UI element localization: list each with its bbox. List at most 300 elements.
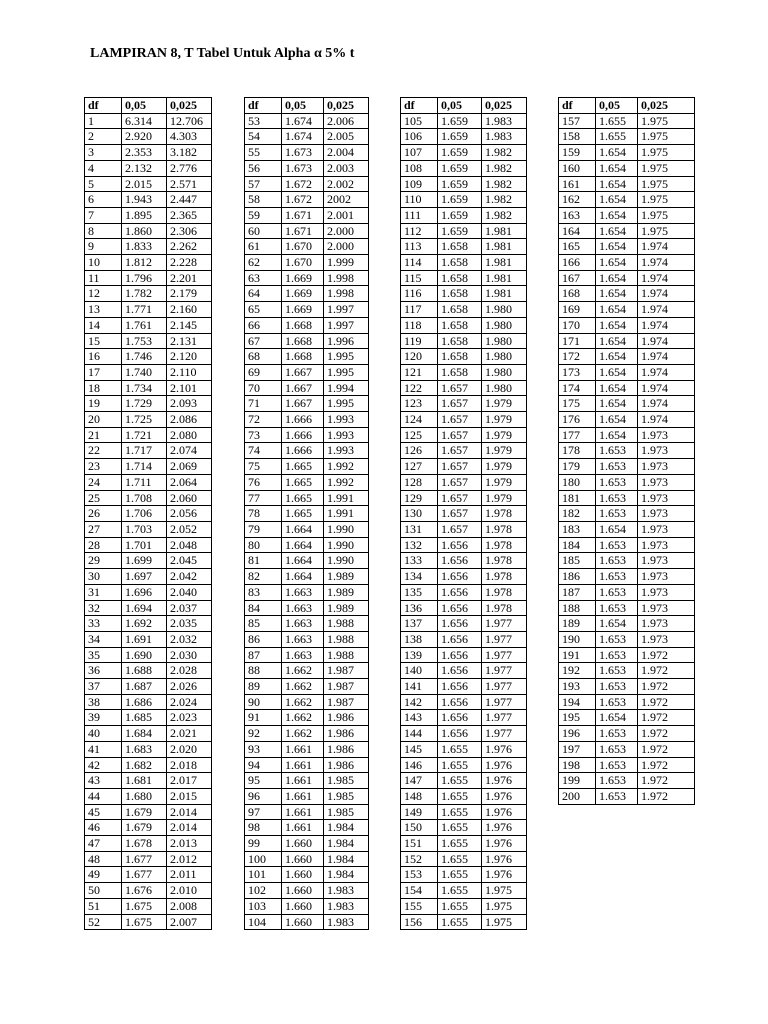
alpha-0025-cell: 1.977: [482, 694, 527, 710]
df-cell: 91: [245, 710, 282, 726]
alpha-0025-cell: 2.003: [324, 160, 369, 176]
alpha-005-cell: 1.729: [122, 396, 167, 412]
alpha-0025-cell: 1.994: [324, 380, 369, 396]
df-cell: 27: [85, 521, 122, 537]
alpha-0025-cell: 2.040: [167, 584, 212, 600]
table-row: [559, 663, 695, 679]
alpha-005-cell: 1.686: [122, 694, 167, 710]
alpha-005-cell: 1.661: [282, 757, 324, 773]
table-row: [559, 349, 695, 365]
alpha-0025-cell: 1.979: [482, 396, 527, 412]
alpha-005-cell: 1.654: [596, 396, 638, 412]
alpha-0025-cell: 2.306: [167, 223, 212, 239]
alpha-005-cell: 1.655: [438, 773, 482, 789]
alpha-005-cell: 1.658: [438, 302, 482, 318]
table-row: [401, 302, 527, 318]
alpha-005-cell: 1.692: [122, 616, 167, 632]
df-cell: 19: [85, 396, 122, 412]
alpha-0025-cell: 2.032: [167, 631, 212, 647]
alpha-005-cell: 1.667: [282, 380, 324, 396]
alpha-0025-cell: 1.975: [482, 883, 527, 899]
header-df: df: [401, 98, 438, 114]
df-cell: 1: [85, 113, 122, 129]
table-header-row: [401, 98, 527, 114]
table-row: [401, 773, 527, 789]
alpha-0025-cell: 1.980: [482, 364, 527, 380]
df-cell: 38: [85, 694, 122, 710]
table-row: [401, 333, 527, 349]
alpha-0025-cell: 1.977: [482, 647, 527, 663]
alpha-005-cell: 1.662: [282, 663, 324, 679]
alpha-005-cell: 1.654: [596, 145, 638, 161]
alpha-005-cell: 1.714: [122, 459, 167, 475]
alpha-005-cell: 1.654: [596, 270, 638, 286]
alpha-0025-cell: 1.978: [482, 521, 527, 537]
table-row: [85, 239, 212, 255]
table-row: [401, 364, 527, 380]
alpha-005-cell: 1.654: [596, 317, 638, 333]
table-row: [559, 239, 695, 255]
alpha-0025-cell: 1.975: [638, 207, 695, 223]
table-row: [245, 459, 369, 475]
table-row: [245, 412, 369, 428]
alpha-005-cell: 1.653: [596, 474, 638, 490]
table-row: [85, 506, 212, 522]
alpha-0025-cell: 2.048: [167, 537, 212, 553]
alpha-0025-cell: 2.006: [324, 113, 369, 129]
alpha-005-cell: 1.653: [596, 506, 638, 522]
df-cell: 110: [401, 192, 438, 208]
alpha-0025-cell: 1.978: [482, 553, 527, 569]
df-cell: 199: [559, 773, 596, 789]
alpha-005-cell: 1.653: [596, 726, 638, 742]
table-row: [85, 553, 212, 569]
df-cell: 45: [85, 804, 122, 820]
alpha-005-cell: 1.664: [282, 553, 324, 569]
alpha-0025-cell: 1.982: [482, 145, 527, 161]
table-row: [85, 757, 212, 773]
alpha-0025-cell: 2.086: [167, 412, 212, 428]
df-cell: 167: [559, 270, 596, 286]
alpha-0025-cell: 1.990: [324, 537, 369, 553]
alpha-0025-cell: 1.982: [482, 160, 527, 176]
page-title: LAMPIRAN 8, T Tabel Untuk Alpha α 5% t: [90, 46, 355, 61]
table-row: [245, 396, 369, 412]
table-row: [559, 427, 695, 443]
alpha-0025-cell: 1.972: [638, 773, 695, 789]
alpha-0025-cell: 1.980: [482, 302, 527, 318]
alpha-0025-cell: 1.972: [638, 710, 695, 726]
table-row: [85, 270, 212, 286]
table-row: [85, 600, 212, 616]
table-row: [85, 317, 212, 333]
table-row: [85, 192, 212, 208]
alpha-0025-cell: 2.110: [167, 364, 212, 380]
table-row: [85, 537, 212, 553]
df-cell: 26: [85, 506, 122, 522]
alpha-0025-cell: 1.983: [482, 113, 527, 129]
alpha-0025-cell: 4.303: [167, 129, 212, 145]
alpha-005-cell: 1.659: [438, 223, 482, 239]
alpha-005-cell: 1.659: [438, 160, 482, 176]
header-df: df: [559, 98, 596, 114]
df-cell: 58: [245, 192, 282, 208]
df-cell: 151: [401, 836, 438, 852]
alpha-005-cell: 1.660: [282, 851, 324, 867]
table-row: [245, 836, 369, 852]
alpha-0025-cell: 1.986: [324, 710, 369, 726]
df-cell: 2: [85, 129, 122, 145]
df-cell: 135: [401, 584, 438, 600]
alpha-0025-cell: 1.991: [324, 506, 369, 522]
alpha-005-cell: 1.694: [122, 600, 167, 616]
alpha-005-cell: 1.697: [122, 569, 167, 585]
df-cell: 36: [85, 663, 122, 679]
alpha-005-cell: 1.656: [438, 726, 482, 742]
df-cell: 74: [245, 443, 282, 459]
alpha-005-cell: 1.657: [438, 459, 482, 475]
table-row: [245, 569, 369, 585]
table-row: [245, 804, 369, 820]
df-cell: 178: [559, 443, 596, 459]
alpha-0025-cell: 1.993: [324, 443, 369, 459]
alpha-005-cell: 1.653: [596, 490, 638, 506]
alpha-0025-cell: 1.987: [324, 663, 369, 679]
alpha-005-cell: 1.663: [282, 631, 324, 647]
table-row: [245, 914, 369, 930]
table-row: [559, 569, 695, 585]
table-row: [401, 459, 527, 475]
df-cell: 114: [401, 255, 438, 271]
alpha-005-cell: 1.654: [596, 192, 638, 208]
df-cell: 193: [559, 679, 596, 695]
table-row: [401, 616, 527, 632]
alpha-005-cell: 1.657: [438, 427, 482, 443]
alpha-0025-cell: 1.979: [482, 427, 527, 443]
alpha-005-cell: 1.658: [438, 349, 482, 365]
alpha-005-cell: 1.653: [596, 600, 638, 616]
table-row: [245, 160, 369, 176]
alpha-0025-cell: 2.023: [167, 710, 212, 726]
table-row: [85, 474, 212, 490]
df-cell: 173: [559, 364, 596, 380]
alpha-0025-cell: 1.972: [638, 647, 695, 663]
alpha-0025-cell: 1.990: [324, 553, 369, 569]
table-row: [245, 302, 369, 318]
df-cell: 23: [85, 459, 122, 475]
df-cell: 127: [401, 459, 438, 475]
alpha-0025-cell: 1.976: [482, 788, 527, 804]
alpha-005-cell: 1.653: [596, 694, 638, 710]
alpha-005-cell: 1.654: [596, 521, 638, 537]
df-cell: 164: [559, 223, 596, 239]
table-row: [85, 380, 212, 396]
df-cell: 115: [401, 270, 438, 286]
df-cell: 146: [401, 757, 438, 773]
alpha-0025-cell: 1.975: [638, 129, 695, 145]
alpha-005-cell: 1.721: [122, 427, 167, 443]
df-cell: 109: [401, 176, 438, 192]
alpha-005-cell: 1.681: [122, 773, 167, 789]
alpha-0025-cell: 1.983: [324, 883, 369, 899]
alpha-005-cell: 1.660: [282, 914, 324, 930]
alpha-005-cell: 1.654: [596, 286, 638, 302]
table-row: [401, 145, 527, 161]
alpha-005-cell: 1.654: [596, 333, 638, 349]
table-row: [245, 537, 369, 553]
alpha-005-cell: 1.672: [282, 192, 324, 208]
df-cell: 100: [245, 851, 282, 867]
alpha-0025-cell: 1.983: [482, 129, 527, 145]
alpha-0025-cell: 2.014: [167, 804, 212, 820]
table-row: [245, 207, 369, 223]
alpha-005-cell: 1.708: [122, 490, 167, 506]
alpha-005-cell: 1.658: [438, 270, 482, 286]
alpha-0025-cell: 1.976: [482, 773, 527, 789]
table-row: [85, 584, 212, 600]
table-row: [245, 255, 369, 271]
table-row: [401, 443, 527, 459]
alpha-005-cell: 1.740: [122, 364, 167, 380]
table-row: [245, 113, 369, 129]
alpha-0025-cell: 1.980: [482, 317, 527, 333]
df-cell: 148: [401, 788, 438, 804]
alpha-005-cell: 1.655: [596, 129, 638, 145]
alpha-005-cell: 1.670: [282, 239, 324, 255]
table-row: [245, 490, 369, 506]
table-row: [559, 412, 695, 428]
alpha-0025-cell: 1.980: [482, 333, 527, 349]
alpha-0025-cell: 2.228: [167, 255, 212, 271]
alpha-0025-cell: 2.035: [167, 616, 212, 632]
alpha-005-cell: 1.657: [438, 490, 482, 506]
alpha-005-cell: 1.671: [282, 223, 324, 239]
df-cell: 93: [245, 741, 282, 757]
table-header-row: [245, 98, 369, 114]
df-cell: 183: [559, 521, 596, 537]
alpha-005-cell: 1.655: [596, 113, 638, 129]
alpha-0025-cell: 1.977: [482, 710, 527, 726]
alpha-005-cell: 1.655: [438, 741, 482, 757]
table-row: [401, 270, 527, 286]
table-row: [401, 584, 527, 600]
table-row: [245, 176, 369, 192]
df-cell: 123: [401, 396, 438, 412]
df-cell: 176: [559, 412, 596, 428]
alpha-005-cell: 1.672: [282, 176, 324, 192]
df-cell: 111: [401, 207, 438, 223]
alpha-0025-cell: 2.026: [167, 679, 212, 695]
df-cell: 124: [401, 412, 438, 428]
alpha-005-cell: 1.656: [438, 663, 482, 679]
df-cell: 6: [85, 192, 122, 208]
header-df: df: [85, 98, 122, 114]
df-cell: 165: [559, 239, 596, 255]
alpha-0025-cell: 2.042: [167, 569, 212, 585]
alpha-005-cell: 1.657: [438, 506, 482, 522]
alpha-005-cell: 1.665: [282, 490, 324, 506]
alpha-005-cell: 1.664: [282, 521, 324, 537]
alpha-0025-cell: 2.028: [167, 663, 212, 679]
table-row: [245, 129, 369, 145]
alpha-005-cell: 1.663: [282, 584, 324, 600]
header-alpha-005: 0,05: [596, 98, 638, 114]
alpha-0025-cell: 2.776: [167, 160, 212, 176]
t-table-1: [84, 97, 212, 930]
alpha-005-cell: 1.653: [596, 773, 638, 789]
alpha-005-cell: 1.654: [596, 349, 638, 365]
df-cell: 57: [245, 176, 282, 192]
table-row: [85, 679, 212, 695]
df-cell: 128: [401, 474, 438, 490]
alpha-005-cell: 1.725: [122, 412, 167, 428]
table-row: [245, 898, 369, 914]
alpha-005-cell: 1.701: [122, 537, 167, 553]
table-row: [245, 270, 369, 286]
table-row: [559, 490, 695, 506]
df-cell: 89: [245, 679, 282, 695]
df-cell: 133: [401, 553, 438, 569]
table-row: [559, 459, 695, 475]
alpha-0025-cell: 1.978: [482, 569, 527, 585]
alpha-0025-cell: 1.977: [482, 663, 527, 679]
alpha-0025-cell: 1.997: [324, 317, 369, 333]
table-row: [401, 757, 527, 773]
table-row: [401, 113, 527, 129]
table-row: [85, 207, 212, 223]
header-alpha-0025: 0,025: [482, 98, 527, 114]
alpha-0025-cell: 1.986: [324, 757, 369, 773]
table-row: [245, 600, 369, 616]
alpha-005-cell: 1.653: [596, 631, 638, 647]
alpha-005-cell: 1.656: [438, 600, 482, 616]
alpha-005-cell: 1.678: [122, 836, 167, 852]
alpha-005-cell: 1.665: [282, 459, 324, 475]
table-row: [245, 192, 369, 208]
table-row: [245, 851, 369, 867]
alpha-005-cell: 1.654: [596, 427, 638, 443]
df-cell: 103: [245, 898, 282, 914]
alpha-0025-cell: 2.013: [167, 836, 212, 852]
alpha-005-cell: 1.654: [596, 223, 638, 239]
table-row: [85, 773, 212, 789]
alpha-0025-cell: 1.981: [482, 255, 527, 271]
alpha-005-cell: 1.666: [282, 412, 324, 428]
df-cell: 47: [85, 836, 122, 852]
df-cell: 108: [401, 160, 438, 176]
alpha-0025-cell: 1.993: [324, 412, 369, 428]
alpha-005-cell: 1.895: [122, 207, 167, 223]
df-cell: 25: [85, 490, 122, 506]
df-cell: 159: [559, 145, 596, 161]
df-cell: 163: [559, 207, 596, 223]
alpha-005-cell: 1.654: [596, 160, 638, 176]
alpha-0025-cell: 1.986: [324, 726, 369, 742]
table-row: [559, 364, 695, 380]
alpha-005-cell: 1.661: [282, 773, 324, 789]
alpha-005-cell: 1.654: [596, 239, 638, 255]
alpha-005-cell: 1.674: [282, 113, 324, 129]
table-row: [401, 239, 527, 255]
alpha-005-cell: 1.657: [438, 380, 482, 396]
df-cell: 197: [559, 741, 596, 757]
alpha-0025-cell: 2.447: [167, 192, 212, 208]
alpha-005-cell: 1.653: [596, 757, 638, 773]
df-cell: 106: [401, 129, 438, 145]
alpha-0025-cell: 2.037: [167, 600, 212, 616]
alpha-005-cell: 1.664: [282, 569, 324, 585]
df-cell: 137: [401, 616, 438, 632]
df-cell: 75: [245, 459, 282, 475]
table-row: [245, 616, 369, 632]
alpha-0025-cell: 1.976: [482, 741, 527, 757]
t-table-2: [244, 97, 369, 930]
table-row: [245, 694, 369, 710]
df-cell: 99: [245, 836, 282, 852]
table-row: [401, 160, 527, 176]
df-cell: 14: [85, 317, 122, 333]
alpha-0025-cell: 1.975: [638, 176, 695, 192]
df-cell: 81: [245, 553, 282, 569]
alpha-0025-cell: 2.024: [167, 694, 212, 710]
table-row: [559, 286, 695, 302]
df-cell: 102: [245, 883, 282, 899]
table-row: [559, 553, 695, 569]
df-cell: 7: [85, 207, 122, 223]
df-cell: 170: [559, 317, 596, 333]
alpha-005-cell: 1.656: [438, 537, 482, 553]
alpha-005-cell: 2.920: [122, 129, 167, 145]
table-row: [559, 474, 695, 490]
table-row: [559, 679, 695, 695]
alpha-0025-cell: 2.015: [167, 788, 212, 804]
df-cell: 37: [85, 679, 122, 695]
alpha-0025-cell: 1.992: [324, 474, 369, 490]
alpha-0025-cell: 1.987: [324, 679, 369, 695]
table-row: [85, 741, 212, 757]
df-cell: 22: [85, 443, 122, 459]
table-row: [401, 851, 527, 867]
alpha-005-cell: 1.676: [122, 883, 167, 899]
alpha-005-cell: 1.673: [282, 145, 324, 161]
alpha-005-cell: 1.691: [122, 631, 167, 647]
alpha-005-cell: 1.658: [438, 286, 482, 302]
alpha-0025-cell: 2.020: [167, 741, 212, 757]
alpha-005-cell: 1.696: [122, 584, 167, 600]
df-cell: 160: [559, 160, 596, 176]
df-cell: 17: [85, 364, 122, 380]
df-cell: 71: [245, 396, 282, 412]
header-alpha-0025: 0,025: [324, 98, 369, 114]
table-row: [245, 443, 369, 459]
df-cell: 33: [85, 616, 122, 632]
df-cell: 156: [401, 914, 438, 930]
t-table-4: [558, 97, 695, 805]
alpha-005-cell: 1.662: [282, 679, 324, 695]
df-cell: 90: [245, 694, 282, 710]
alpha-005-cell: 1.833: [122, 239, 167, 255]
alpha-0025-cell: 2.004: [324, 145, 369, 161]
alpha-005-cell: 1.680: [122, 788, 167, 804]
alpha-005-cell: 1.657: [438, 474, 482, 490]
table-row: [245, 521, 369, 537]
alpha-0025-cell: 1.988: [324, 616, 369, 632]
alpha-005-cell: 1.683: [122, 741, 167, 757]
df-cell: 139: [401, 647, 438, 663]
df-cell: 149: [401, 804, 438, 820]
alpha-0025-cell: 2.000: [324, 223, 369, 239]
df-cell: 132: [401, 537, 438, 553]
